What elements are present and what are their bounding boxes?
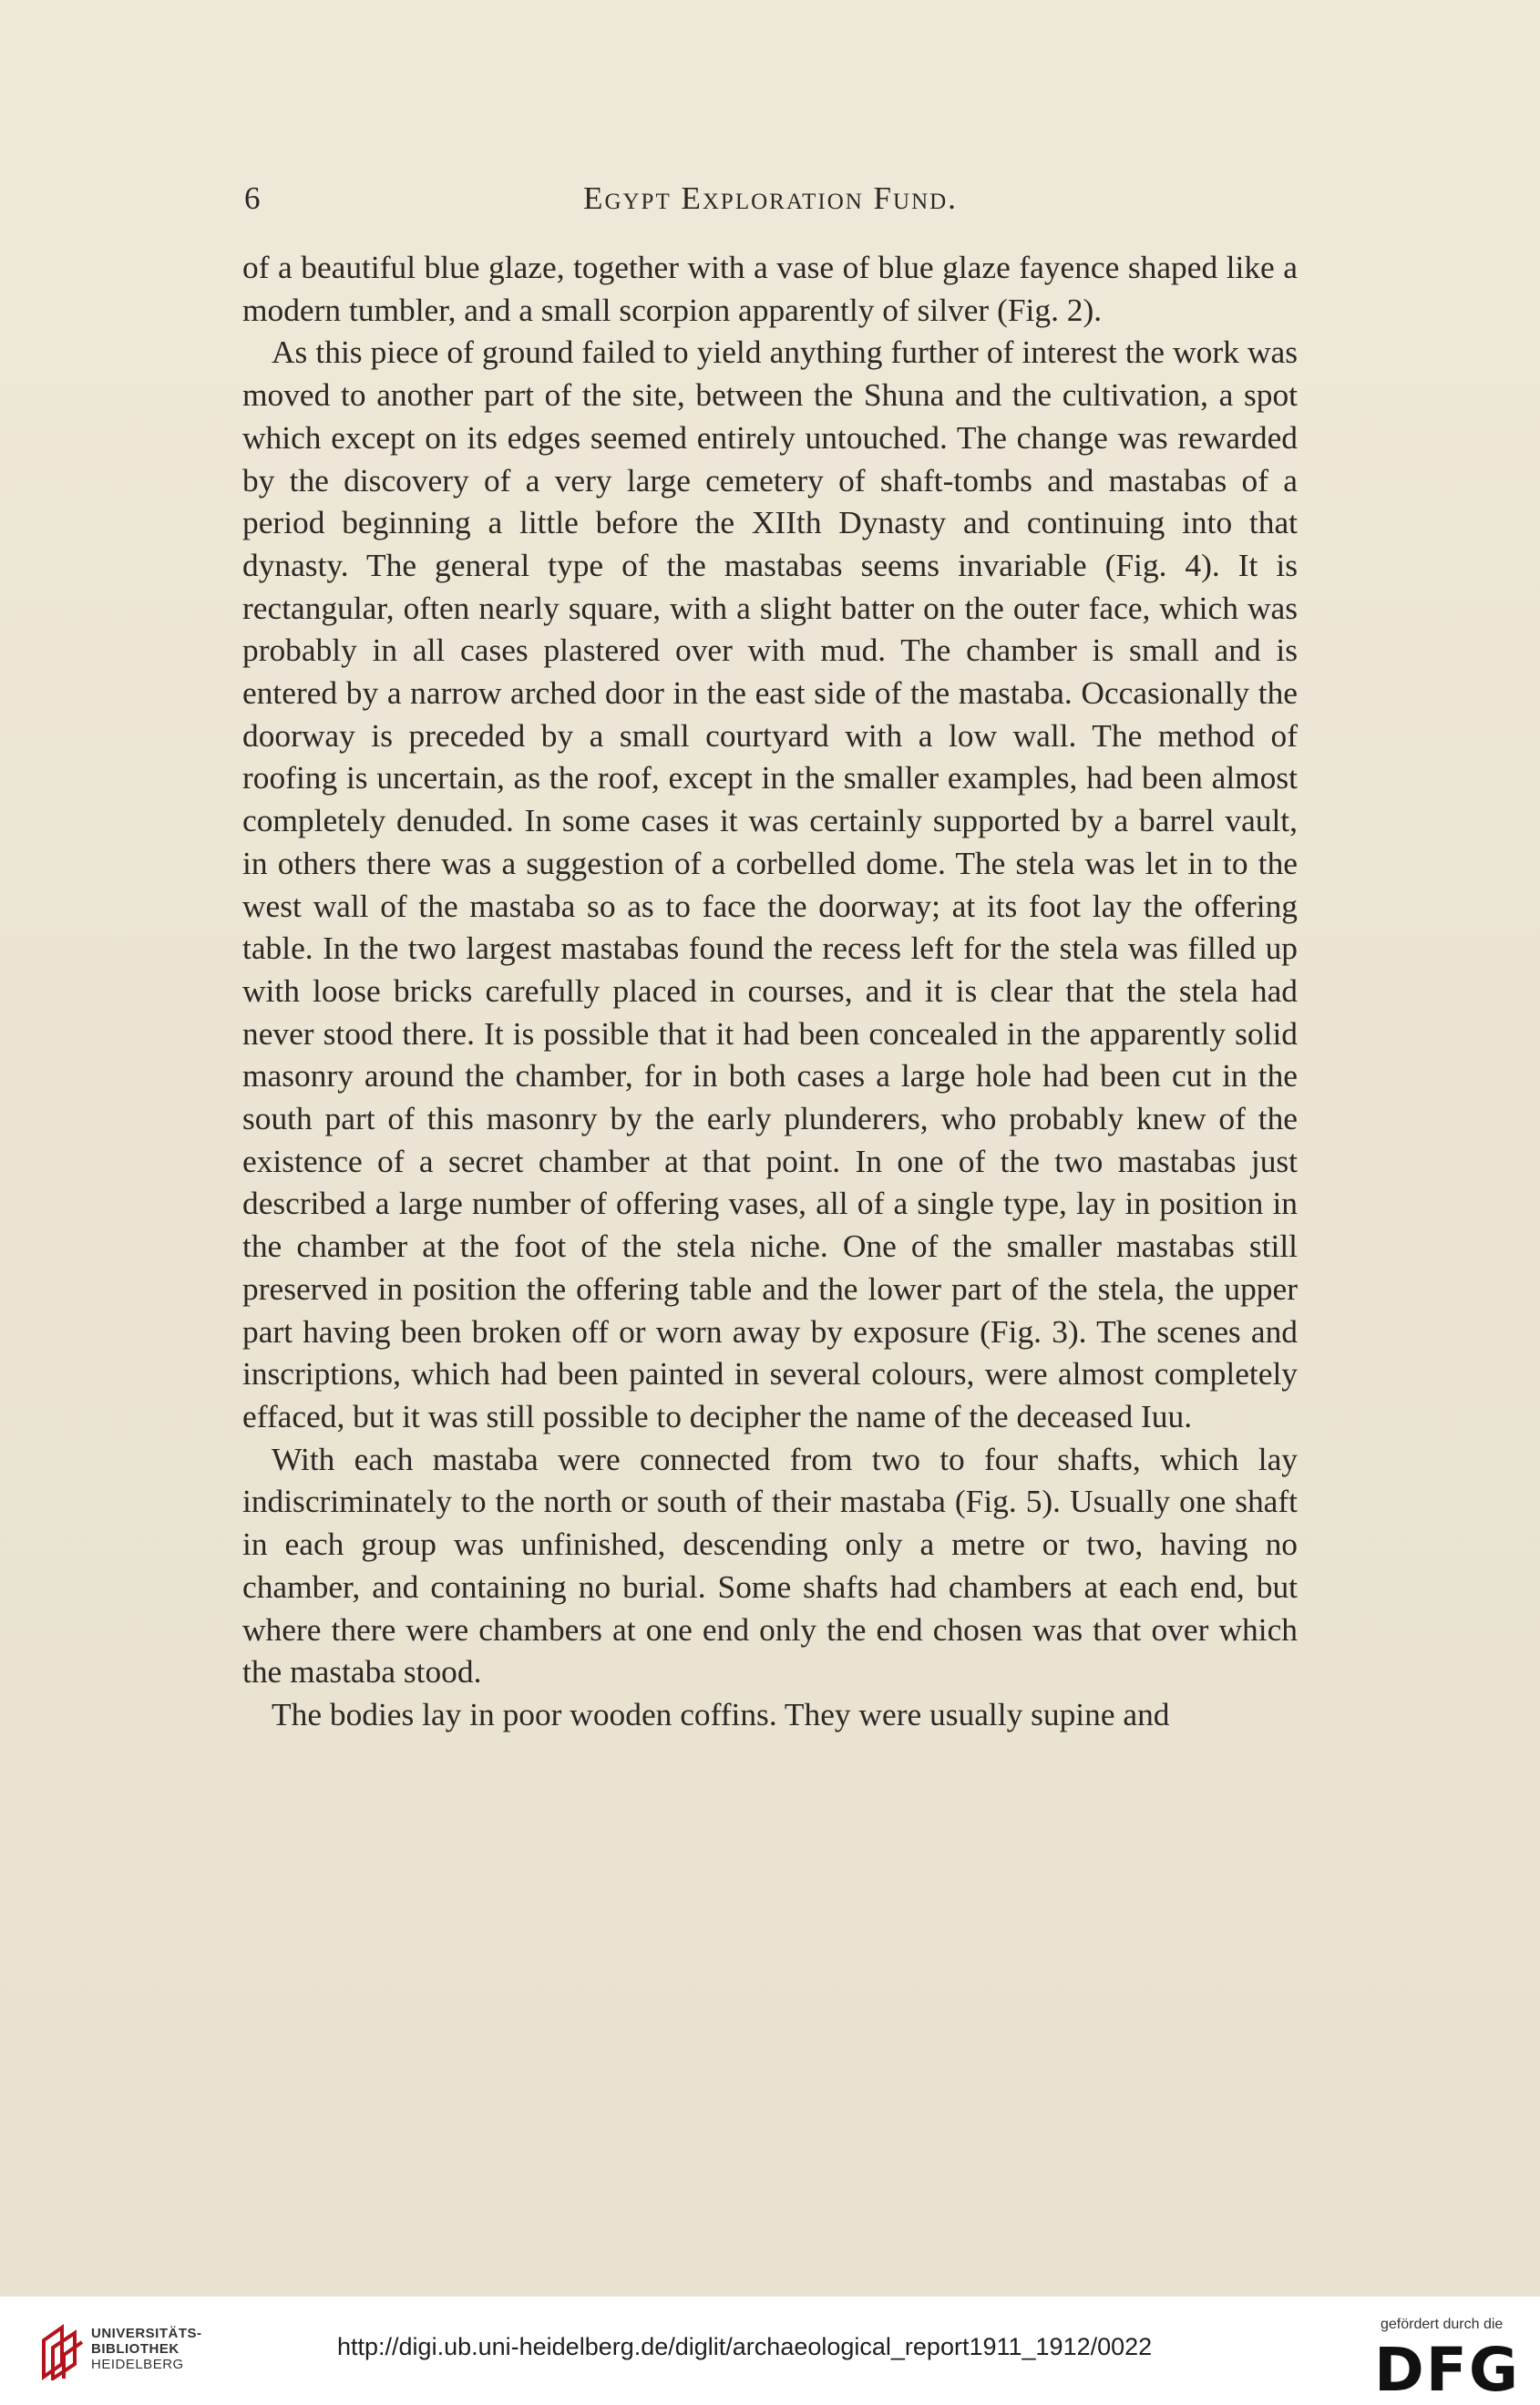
digitization-footer <box>0 2297 1540 2405</box>
library-name <box>91 2326 202 2372</box>
permalink-url[interactable]: http://digi.ub.uni-heidelberg.de/diglit/archaeological_report1911_1912/0022 <box>337 2333 1153 2360</box>
library-line-3: HEIDELBERG <box>91 2357 184 2372</box>
paragraph-3: With each mastaba were connected from two to four shafts, which lay indiscriminately to the north or south of their mastaba (Fig. 5). Usually one shaft in each group was unfinished, descending only a metre or two, having no chamber, and containing no burial. Some shafts had chambers at each end, but where there were chambers at one end only the end chosen was that over which the mastaba stood. <box>242 1440 1298 1691</box>
running-title: Egypt Exploration Fund. <box>583 180 958 216</box>
body-text <box>242 246 1298 1736</box>
paragraph-2: As this piece of ground failed to yield anything further of interest the work was moved to another part of the site, between the Shuna and the cultivation, a spot which except on its edges seemed entirely untouched. The change was rewarded by the discovery of a very large cemetery of shaft-tombs and mastabas of a period beginning a little before the XIIth Dynasty and continuing into that dynasty. The general type of the mastabas seems invariable (Fig. 4). It is rectangular, often nearly square, with a slight batter on the outer face, which was probably in all cases plastered over with mud. The chamber is small and is entered by a narrow arched door in the east side of the mastaba. Occasionally the doorway is preceded by a small courtyard with a low wall. The method of roofing is uncertain, as the roof, except in the smaller examples, had been almost completely denuded. In some cases it was certainly supported by a barrel vault, in others there was a suggestion of a corbelled dome. The stela was let in to the west wall of the mastaba so as to face the doorway; at its foot lay the offering table. In the two largest mastabas found the recess left for the stela was filled up with loose bricks carefully placed in courses, and it is clear that the stela had never stood there. It is possible that it had been concealed in the apparently solid masonry around the chamber, for in both cases a large hole had been cut in the south part of this masonry by the early plunderers, who probably knew of the existence of a secret chamber at that point. In one of the two mastabas just described a large number of offering vases, all of a single type, lay in position in the chamber at the foot of the stela niche. One of the smaller mastabas still preserved in position the offering table and the lower part of the stela, the upper part having been broken off or worn away by exposure (Fig. 3). The scenes and inscriptions, which had been painted in several colours, were almost completely effaced, but it was still possible to decipher the name of the deceased Iuu. <box>242 334 1298 1434</box>
paragraph-1: of a beautiful blue glaze, together with a vase of blue glaze fayence shaped like a modern tumbler, and a small scorpion apparently of silver (Fig. 2). <box>242 249 1298 328</box>
university-library-logo-icon <box>38 2324 86 2380</box>
running-head <box>244 180 1297 226</box>
library-line-1: UNIVERSITÄTS- <box>91 2326 202 2341</box>
library-line-2: BIBLIOTHEK <box>91 2341 180 2357</box>
funding-note: gefördert durch die <box>1381 2317 1504 2332</box>
paragraph-4: The bodies lay in poor wooden coffins. They were usually supine and <box>272 1695 1170 1732</box>
page-number: 6 <box>244 180 262 216</box>
dfg-logo: DFG <box>1374 2335 1521 2405</box>
